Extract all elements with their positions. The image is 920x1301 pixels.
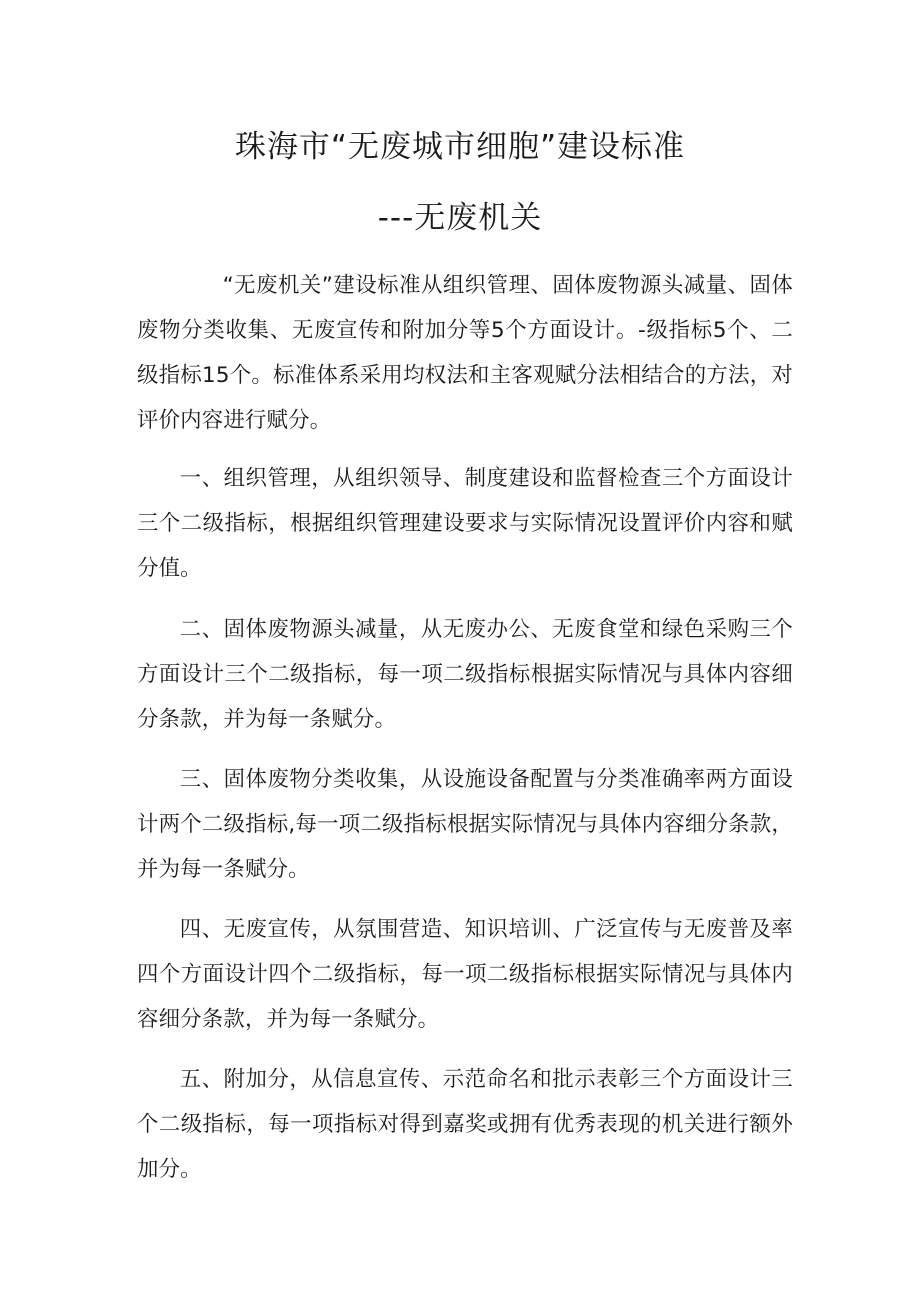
paragraph-publicity: 四、无废宣传，从氛围营造、知识培训、广泛宣传与无废普及率四个方面设计四个二级指标，每一项二级指标根据实际情况与具体内容细分条款，并为每一条赋分。 bbox=[137, 917, 793, 1032]
paragraph-source-reduction: 二、固体废物源头减量，从无废办公、无废食堂和绿色采购三个方面设计三个二级指标，每一项二级指标根据实际情况与具体内容细分条款，并为每一条赋分。 bbox=[137, 617, 793, 732]
paragraph-intro: “无废机关”建设标准从组织管理、固体废物源头减量、固体废物分类收集、无废宣传和附加分等5个方面设计。-级指标5个、二级指标15个。标准体系采用均权法和主客观赋分法相结合的方法，对评价内容进行赋分。 bbox=[137, 273, 793, 433]
paragraph-additional-points: 五、附加分，从信息宣传、示范命名和批示表彰三个方面设计三个二级指标，每一项指标对得到嘉奖或拥有优秀表现的机关进行额外加分。 bbox=[137, 1067, 793, 1182]
document-subtitle: ---无废机关 bbox=[377, 200, 543, 236]
paragraph-organization-management: 一、组织管理，从组织领导、制度建设和监督检查三个方面设计三个二级指标，根据组织管理建设要求与实际情况设置评价内容和赋分值。 bbox=[137, 466, 793, 581]
paragraph-classification-collection: 三、固体废物分类收集，从设施设备配置与分类准确率两方面设计两个二级指标,每一项二级指标根据实际情况与具体内容细分条款，并为每一条赋分。 bbox=[137, 767, 793, 882]
document-title: 珠海市“无废城市细胞”建设标准 bbox=[234, 129, 686, 165]
